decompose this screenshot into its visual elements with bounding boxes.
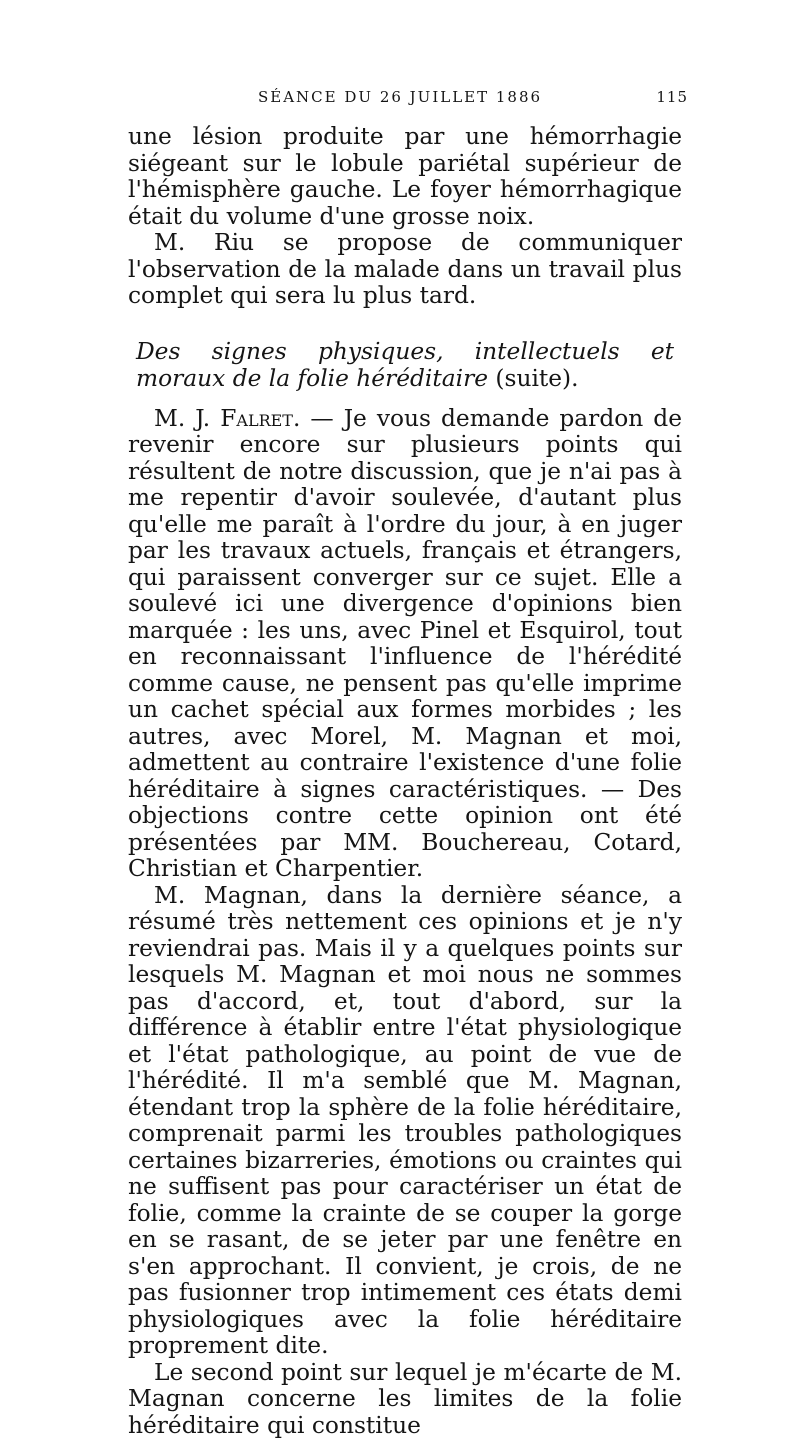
speaker-prefix: M. J. (154, 405, 220, 432)
page-number: 115 (656, 88, 688, 106)
paragraph-falret (128, 406, 682, 883)
section-spacer-after (128, 392, 682, 406)
running-title: SÉANCE DU 26 JUILLET 1886 (258, 88, 542, 106)
paragraph-magnan: M. Magnan, dans la dernière séance, a résumé très nettement ces opinions et je n'y reviendrai pas. Mais il y a quelques points sur lesquels M. Magnan et moi nous ne sommes pas d'accord, et, tout d'abord, sur la différence à établir entre l'état physiologique et l'état pathologique, au point de vue de l'hérédité. Il m'a semblé que M. Magnan, étendant trop la sphère de la folie héréditaire, comprenait parmi les troubles pathologiques certaines bizarreries, émotions ou craintes qui ne suffisent pas pour caractériser un état de folie, comme la crainte de se couper la gorge en se rasant, de se jeter par une fenêtre en s'en approchant. Il convient, je crois, de ne pas fusionner trop intimement ces états demi physiologiques avec la folie héréditaire proprement dite. (128, 883, 682, 1360)
section-title-text: Des signes physiques, intellectuels et moraux de la folie héréditaire (136, 338, 674, 392)
paragraph-lesion: une lésion produite par une hémorrhagie siégeant sur le lobule pariétal supérieur de l'hémisphère gauche. Le foyer hémorrhagique était du volume d'une grosse noix. (128, 124, 682, 230)
paragraph-falret-body: . — Je vous demande pardon de revenir encore sur plusieurs points qui résultent de notre discussion, que je n'ai pas à me repentir d'avoir soulevée, d'autant plus qu'elle me paraît à l'ordre du jour, à en juger par les travaux actuels, français et étrangers, qui paraissent converger sur ce sujet. Elle a soulevé ici une divergence d'opinions bien marquée : les uns, avec Pinel et Esquirol, tout en reconnaissant l'influence de l'hérédité comme cause, ne pensent pas qu'elle imprime un cachet spécial aux formes morbides ; les autres, avec Morel, M. Magnan et moi, admettent au contraire l'existence d'une folie héréditaire à signes caractéristiques. — Des objections contre cette opinion ont été présentées par MM. Bouchereau, Cotard, Christian et Charpentier. (128, 405, 682, 883)
section-title-suffix: (suite). (495, 365, 578, 392)
section-title (128, 338, 682, 392)
speaker-name: Falret (220, 405, 293, 432)
paragraph-second-point: Le second point sur lequel je m'écarte de M. Magnan concerne les limites de la folie héréditaire qui constitue (128, 1360, 682, 1439)
section-spacer (128, 310, 682, 338)
paragraph-riu: M. Riu se propose de communiquer l'observation de la malade dans un travail plus complet qui sera lu plus tard. (128, 230, 682, 310)
body-text (128, 124, 682, 1439)
page-header (128, 84, 688, 112)
